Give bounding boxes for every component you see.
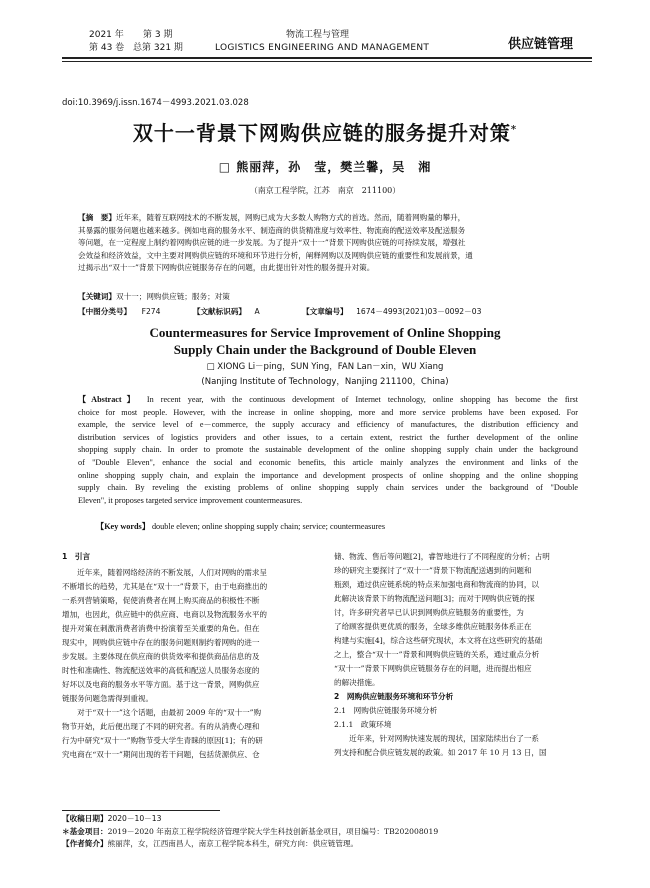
body-line: 瓶颈，通过供应链系统的特点来加强电商和物流商的协同，以 (334, 580, 540, 589)
subsection-heading-2-1: 2.1 网购供应链服务环境分析 (334, 706, 438, 715)
body-line: 储、物流、售后等问题[2]，睿智地进行了不同程度的分析；占明 (334, 552, 550, 561)
body-line: 提升对策在刺激消费者消费中扮演着至关重要的角色。但在 (62, 624, 260, 633)
body-line: 一系列营销策略，促使消费者在网上购买商品的积极性不断 (62, 596, 260, 605)
doi: doi:10.3969/j.issn.1674－4993.2021.03.028 (62, 98, 249, 108)
affiliation-cn: （南京工程学院，江苏 南京 211100） (249, 186, 401, 195)
doc-label: 【文献标识码】 (192, 307, 247, 316)
header-issue: 第 3 期 (143, 30, 173, 40)
header-rule-thick (62, 57, 592, 59)
body-line: 行为中研究“双十一”购物节受大学生青睐的原因[1]；有的研 (62, 736, 263, 745)
body-line: 近年来，随着网络经济的不断发展，人们对网购的需求呈 (62, 568, 268, 577)
abstract-en-label: 【Abstract】 (78, 395, 140, 404)
abstract-en-line: choice for most people. However, with the increase in online shopping, more and more service problems have been exposed. For (78, 407, 578, 417)
affiliation-en: (Nanjing Institute of Technology，Nanjing 211100，China) (201, 377, 449, 387)
author-bio-text: 熊丽萍，女，江西南昌人，南京工程学院本科生，研究方向：供应链管理。 (107, 839, 359, 849)
author-bio-label: 【作者简介】 (62, 839, 108, 849)
abstract-en-line: distribution services of logistics providers and other issues, to a certain extent, restrict the further development of the online (78, 432, 578, 442)
header-volume: 第 43 卷 (89, 43, 125, 53)
left-column (62, 550, 320, 762)
header-total: 总第 321 期 (133, 43, 183, 53)
abstract-cn-label: 【摘 要】 (78, 213, 116, 222)
abstract-en-line: online shopping supply chain, and explain the importance and development prospects of online shopping and the online shopping (78, 470, 578, 480)
header-rule-thin (62, 61, 592, 62)
abstract-cn-line: 会效益和经济效益，文中主要对网购供应链的环境和环节进行分析，阐释网购以及网购供应链的重要性和发展前景，通 (78, 250, 473, 260)
keywords-cn-label: 【关键词】 (78, 292, 116, 301)
abstract-cn-line: 过揭示出“双十一”背景下网购供应链服务存在的问题，由此提出针对性的服务提升对策。 (78, 263, 375, 273)
body-line: 了给顾客提供更优质的服务，全球多维供应链服务体系正在 (334, 622, 532, 631)
abstract-en-line: example, the service level of e－commerce, the supply accuracy and efficiency of manufactures, the distribution efficiency and (78, 420, 578, 430)
body-line: 列支持和配合供应链发展的政策。如 2017 年 10 月 13 日，国 (334, 748, 547, 757)
keywords-en-text: double eleven; online shopping supply chain; service; countermeasures (151, 522, 386, 531)
abstract-en-line: supply chain. By reveling the existing problems of online shopping supply chain services under the background of "Double (78, 483, 578, 493)
title-text: 双十一背景下网购供应链的服务提升对策 (132, 121, 511, 145)
body-line: 好坏以及电商的服务水平等方面。基于这一背景，网购供应 (62, 680, 260, 689)
body-line: 现实中，网购供应链中存在的服务问题则制约着网购的进一 (62, 638, 260, 647)
abstract-cn (78, 212, 578, 275)
journal-title-en: LOGISTICS ENGINEERING AND MANAGEMENT (215, 43, 430, 53)
abstract-en-line: of "Double Eleven", enhance the social and economic benefits, this article mainly analyzes the environment and links of the (78, 457, 578, 467)
body-line: 时性和准确性、物流配送效率的高低和配送人员服务态度的 (62, 666, 260, 675)
fund-text: 2019－2020 年南京工程学院经济管理学院大学生科技创新基金项目，项目编号：TB202008019 (107, 826, 439, 836)
body-line: 增加，也因此，供应链中的供应商、电商以及物流服务水平的 (62, 610, 268, 619)
body-line: 究电商在“双十一”期间出现的若干问题，包括货源供应、仓 (62, 750, 260, 759)
keywords-cn (78, 291, 230, 304)
abstract-en (78, 394, 578, 507)
right-column (334, 550, 592, 760)
footnotes (62, 813, 592, 851)
body-line: 近年来，针对网购快速发展的现状，国家陆续出台了一系 (334, 734, 540, 743)
keywords-en-label: 【Key words】 (96, 522, 150, 531)
body-line: 此解决该背景下的物流配送问题[3]；而对于网购供应链的探 (334, 594, 535, 603)
body-line: 的解决措施。 (334, 678, 380, 687)
footnote-rule (62, 810, 220, 811)
classification-row (78, 306, 598, 319)
art-value: 1674－4993(2021)03－0092－03 (356, 307, 482, 316)
title-footnote-mark: * (510, 124, 518, 136)
authors-en: □ XIONG Li－ping，SUN Ying，FAN Lan－xin，WU Xiang (206, 362, 444, 372)
body-line: 之上，整合“双十一”背景和网购供应链的关系，通过重点分析 (334, 650, 540, 659)
abstract-cn-line: 近年来，随着互联网技术的不断发展，网购已成为大多数人购物方式的首选。然而，随着网购量的攀升， (115, 213, 466, 222)
section-heading-intro: 1 引言 (62, 552, 91, 561)
paper-title (0, 117, 650, 146)
header-year: 2021 年 (89, 30, 124, 40)
body-line: 珍的研究主要探讨了“双十一”背景下物流配送遇到的问题和 (334, 566, 532, 575)
body-line: 对于“双十一”这个话题，由最初 2009 年的“双十一”购 (62, 708, 262, 717)
body-line: 步发展。主要体现在供应商的供货效率和提供商品信息的及 (62, 652, 260, 661)
body-line: 不断增长的趋势，尤其是在“双十一”背景下，由于电商推出的 (62, 582, 268, 591)
journal-title-cn: 物流工程与管理 (286, 30, 350, 40)
body-line: 讨，许多研究者早已认识到网购供应链服务的重要性，为 (334, 608, 524, 617)
fund-label: ＊基金项目： (62, 826, 108, 836)
authors-cn: □ 熊丽萍，孙 莹，樊兰馨，吴 湘 (218, 160, 432, 174)
abstract-cn-line: 等问题，在一定程度上制约着网购供应链的进一步发展。为了提升“双十一”背景下网购供应链的可持续发展，增强社 (78, 238, 466, 248)
art-label: 【文章编号】 (302, 307, 348, 316)
abstract-en-line: In recent year, with the continuous development of Internet technology, online shopping has become the first (146, 395, 579, 404)
doc-value: A (254, 307, 260, 316)
abstract-en-line: Eleven", it proposes targeted service improvement countermeasures. (78, 495, 303, 505)
body-line: 物节开始，此后便出现了不同的研究者。有的从消费心理和 (62, 722, 260, 731)
keywords-en (96, 521, 385, 534)
abstract-en-line: shopping supply chain. In order to promote the sustainable development of the online shopping supply chain under the background (78, 445, 578, 455)
paper-title-en-2: Supply Chain under the Background of Double Eleven (173, 342, 477, 357)
received-label: 【收稿日期】 (62, 814, 108, 823)
clc-label: 【中图分类号】 (78, 307, 132, 316)
paper-title-en-1: Countermeasures for Service Improvement of Online Shopping (149, 325, 501, 340)
received-date: 2020－10－13 (107, 814, 162, 823)
body-line: 链服务问题急需得到重视。 (62, 694, 154, 703)
abstract-cn-line: 其暴露的服务问题也越来越多。例如电商的服务水平、制造商的供货精准度与效率性、物流商的配送效率及配送服务 (78, 225, 466, 235)
subsubsection-heading-2-1-1: 2.1.1 政策环境 (334, 720, 392, 729)
section-label: 供应链管理 (508, 37, 574, 52)
clc-value: F274 (141, 307, 161, 316)
section-heading-2: 2 网购供应链服务环境和环节分析 (334, 692, 454, 701)
keywords-cn-text: 双十一；网购供应链；服务；对策 (115, 292, 230, 301)
body-line: 构建与实施[4]，综合这些研究现状，本文将在这些研究的基础 (334, 636, 543, 645)
body-line: “双十一”背景下网购供应链服务存在的问题，进而提出相应 (334, 664, 532, 673)
